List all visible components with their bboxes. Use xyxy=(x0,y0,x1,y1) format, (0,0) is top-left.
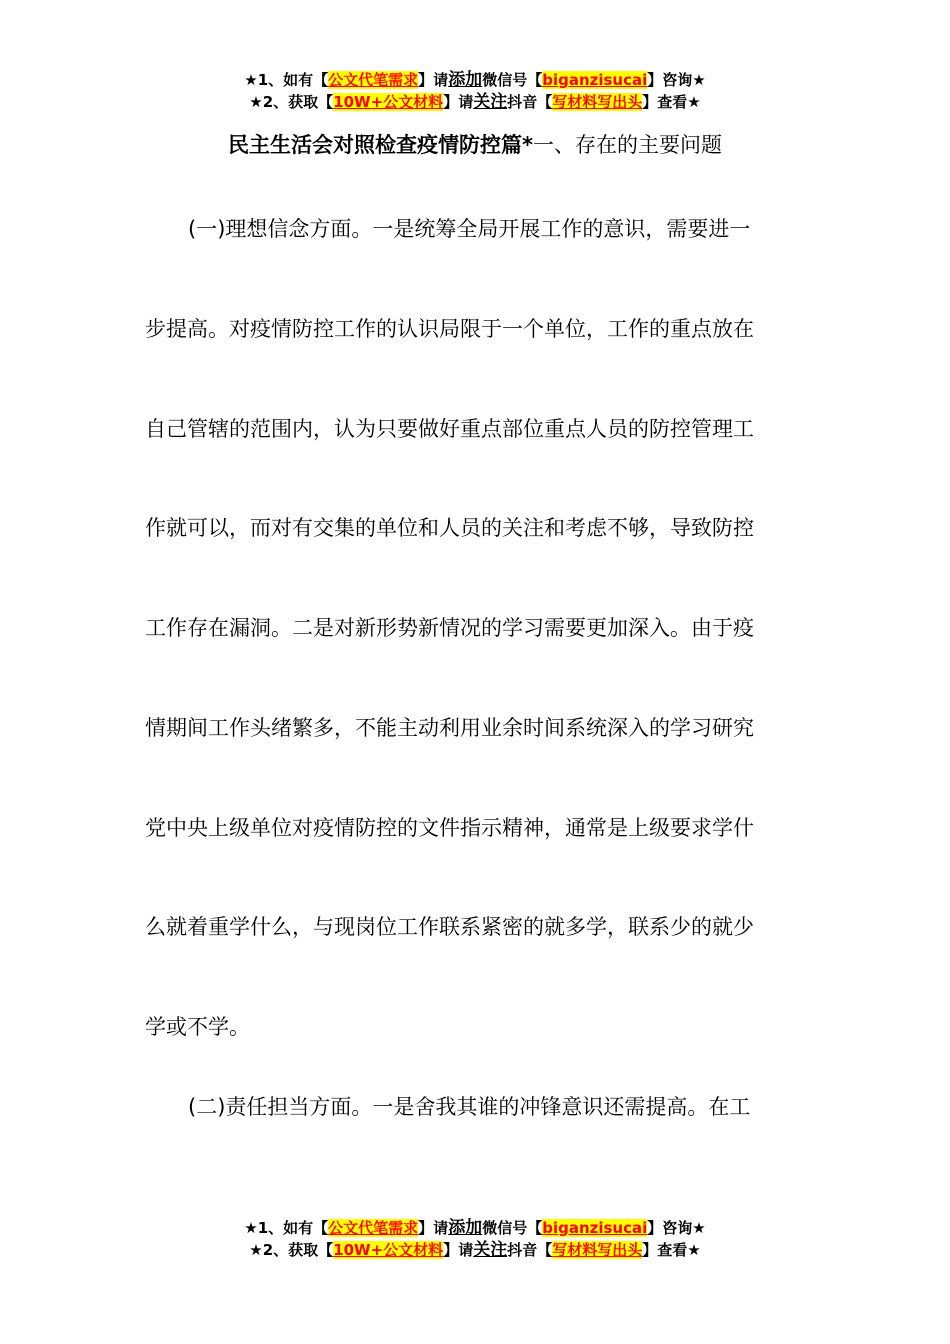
title-main: 民主生活会对照检查疫情防控篇* xyxy=(228,133,533,157)
footer-highlight-materials: 10W+公文材料 xyxy=(333,1241,444,1259)
body-line-2: 步提高。对疫情防控工作的认识局限于一个单位，工作的重点放在 xyxy=(145,317,754,341)
footer-underline-follow: 关注 xyxy=(473,1240,508,1260)
body-line-6: 情期间工作头绪繁多，不能主动利用业余时间系统深入的学习研究 xyxy=(145,716,754,740)
footer-underline-add: 添加 xyxy=(448,1218,483,1238)
body-line-7: 党中央上级单位对疫情防控的文件指示精神，通常是上级要求学什 xyxy=(145,816,754,840)
underline-follow: 关注 xyxy=(473,92,508,112)
highlight-wechat-id: biganzisucai xyxy=(542,71,648,89)
footer-highlight-service: 公文代笔需求 xyxy=(328,1219,419,1237)
document-title xyxy=(0,130,950,160)
body-line-9: 学或不学。 xyxy=(145,1015,250,1039)
body-line-8: 么就着重学什么，与现岗位工作联系紧密的就多学，联系少的就少 xyxy=(145,915,754,939)
banner-line-2: ★2、获取【10W+公文材料】请关注抖音【写材料写出头】查看★ xyxy=(249,92,701,112)
highlight-service: 公文代笔需求 xyxy=(328,71,419,89)
footer-banner xyxy=(0,1217,950,1261)
body-line-4: 作就可以，而对有交集的单位和人员的关注和考虑不够，导致防控 xyxy=(145,516,754,540)
footer-highlight-douyin: 写材料写出头 xyxy=(552,1241,643,1259)
body-line-1: (一)理想信念方面。一是统筹全局开展工作的意识，需要进一 xyxy=(188,217,751,241)
underline-add: 添加 xyxy=(448,70,483,90)
footer-banner-line-1: ★1、如有【公文代笔需求】请添加微信号【biganzisucai】咨询★ xyxy=(244,1218,706,1238)
footer-banner-line-2: ★2、获取【10W+公文材料】请关注抖音【写材料写出头】查看★ xyxy=(249,1240,701,1260)
body-line-10: (二)责任担当方面。一是舍我其谁的冲锋意识还需提高。在工 xyxy=(188,1095,751,1119)
highlight-materials: 10W+公文材料 xyxy=(333,93,444,111)
title-section-heading: 一、存在的主要问题 xyxy=(532,133,722,157)
body-line-5: 工作存在漏洞。二是对新形势新情况的学习需要更加深入。由于疫 xyxy=(145,616,754,640)
footer-highlight-wechat-id: biganzisucai xyxy=(542,1219,648,1237)
highlight-douyin: 写材料写出头 xyxy=(552,93,643,111)
body-line-3: 自己管辖的范围内，认为只要做好重点部位重点人员的防控管理工 xyxy=(145,417,754,441)
header-banner xyxy=(0,69,950,113)
banner-line-1: ★1、如有【公文代笔需求】请添加微信号【biganzisucai】咨询★ xyxy=(244,70,706,90)
